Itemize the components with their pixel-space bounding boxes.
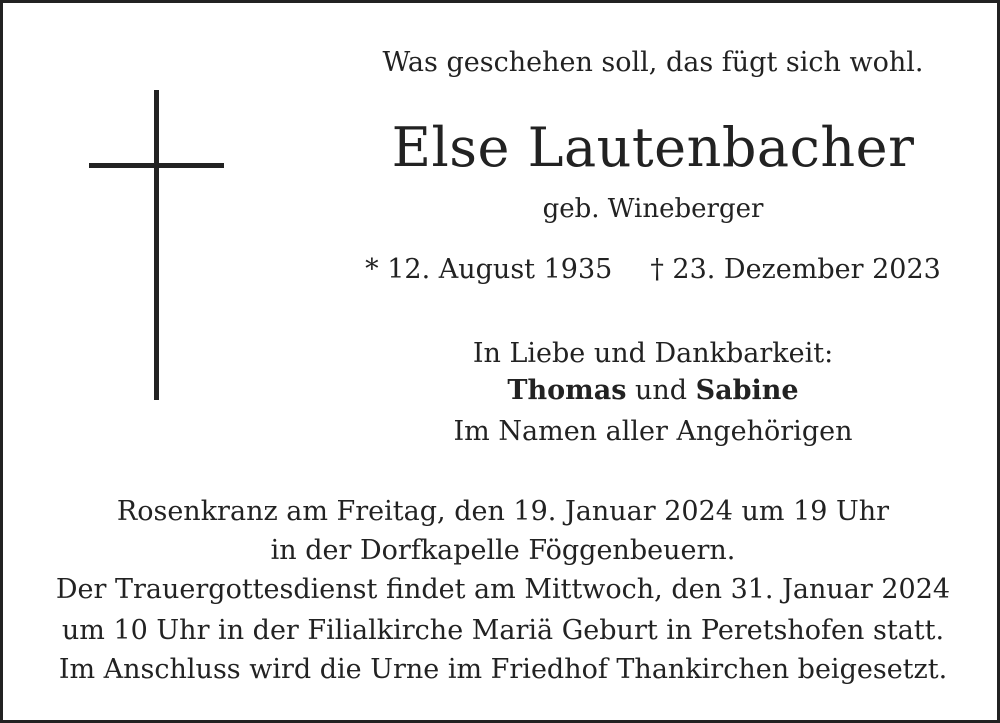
deceased-name: Else Lautenbacher [391, 116, 915, 179]
mourners-connector: und [635, 375, 688, 406]
service-line: in der Dorfkapelle Föggenbeuern. [270, 535, 736, 566]
mourners-intro: In Liebe und Dankbarkeit: [472, 338, 834, 369]
birth-name: geb. Wineberger [542, 194, 764, 224]
service-line: Im Anschluss wird die Urne im Friedhof Thankirchen beigesetzt. [58, 654, 948, 685]
motto: Was geschehen soll, das fügt sich wohl. [382, 47, 924, 78]
service-line: Der Trauergottesdienst findet am Mittwoch, den 31. Januar 2024 [55, 574, 951, 605]
mourner-sabine: Sabine [695, 375, 799, 406]
cross-icon-horizontal-bar [89, 163, 224, 168]
mourner-thomas: Thomas [507, 375, 627, 406]
service-line: um 10 Uhr in der Filialkirche Mariä Geburt in Peretshofen statt. [61, 615, 945, 646]
death-date: † 23. Dezember 2023 [650, 254, 941, 285]
life-dates [303, 254, 1000, 285]
cross-icon-vertical-bar [154, 90, 159, 400]
birth-date: * 12. August 1935 [365, 254, 613, 285]
mourners-closing: Im Namen aller Angehörigen [453, 416, 853, 447]
mourners-names [303, 375, 1000, 406]
service-line: Rosenkranz am Freitag, den 19. Januar 2024 um 19 Uhr [116, 496, 890, 527]
